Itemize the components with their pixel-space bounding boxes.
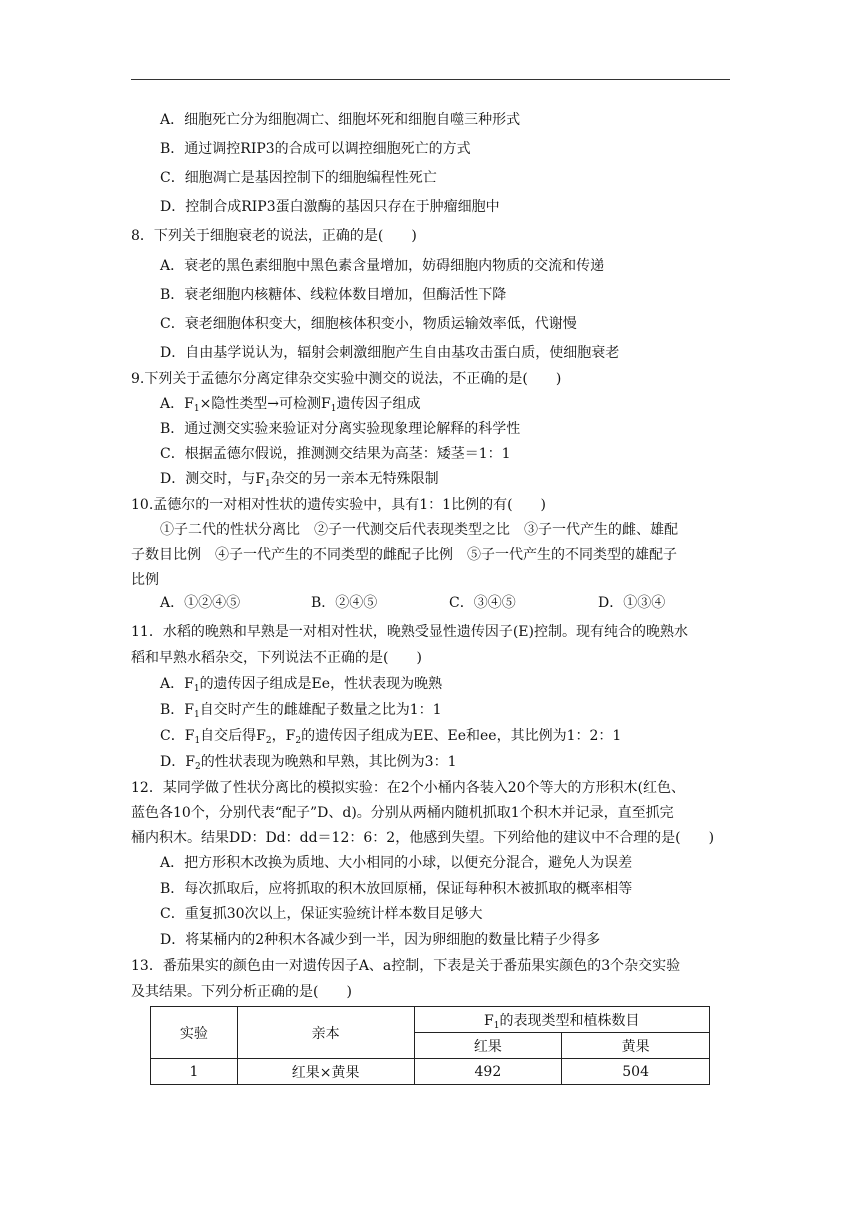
table-cell-red: 492 (414, 1059, 562, 1085)
table-header-parent: 亲本 (237, 1007, 414, 1059)
table-cell-experiment: 1 (151, 1059, 238, 1085)
q8-option-b: B．衰老细胞内核糖体、线粒体数目增加，但酶活性下降 (160, 287, 507, 303)
q7-option-d: D．控制合成RIP3蛋白激酶的基因只存在于肿瘤细胞中 (160, 199, 500, 215)
q10-option-c: C．③④⑤ (449, 595, 516, 611)
q7-option-c: C．细胞凋亡是基因控制下的细胞编程性死亡 (160, 170, 437, 186)
q8-option-a: A．衰老的黑色素细胞中黑色素含量增加，妨碍细胞内物质的交流和传递 (160, 258, 605, 274)
q10-stem: 10.孟德尔的一对相对性状的遗传实验中，具有1：1比例的有( ) (131, 497, 547, 513)
header-rule (131, 79, 730, 80)
q10-body-line1: ①子二代的性状分离比 ②子一代测交后代表现类型之比 ③子一代产生的雌、雄配 (160, 522, 678, 538)
table-row (151, 1059, 710, 1085)
q11-option-b: B．$F_1$自交时产生的雌雄配子数量之比为1：1 (160, 702, 442, 720)
q10-body-line3: 比例 (131, 572, 159, 588)
table-header-experiment: 实验 (151, 1007, 238, 1059)
table-header-red: 红果 (414, 1033, 562, 1059)
q12-option-a: A．把方形积木改换为质地、大小相同的小球，以便充分混合，避免人为误差 (160, 855, 633, 871)
q9-option-d: D．测交时，与$F_1$杂交的另一亲本无特殊限制 (160, 471, 439, 489)
q9-option-a: A．$F_1\times$隐性类型→可检测$F_1$遗传因子组成 (160, 396, 421, 414)
q12-option-c: C．重复抓30次以上，保证实验统计样本数目足够大 (160, 906, 483, 922)
q12-stem-line3: 桶内积木。结果DD：Dd：dd＝12：6：2，他感到失望。下列给他的建议中不合理的是( ) (131, 830, 715, 846)
q12-stem-line2: 蓝色各10个，分别代表“配子”D、d)。分别从两桶内随机抓取1个积木并记录，直至抓完 (131, 805, 674, 821)
q10-option-b: B．②④⑤ (311, 595, 378, 611)
q9-option-c: C．根据孟德尔假说，推测测交结果为高茎：矮茎＝1：1 (160, 446, 511, 462)
q11-option-c: C．$F_1$自交后得$F_2$，$F_2$的遗传因子组成为EE、Ee和ee，其比例为1：2：1 (160, 728, 622, 746)
table-cell-parent: 红果×黄果 (237, 1059, 414, 1085)
table-header-f1: $F_1$的表现类型和植株数目 (414, 1007, 710, 1033)
q10-option-d: D．①③④ (598, 595, 666, 611)
table-header-yellow: 黄果 (562, 1033, 710, 1059)
q10-body-line2: 子数目比例 ④子一代产生的不同类型的雌配子比例 ⑤子一代产生的不同类型的雄配子 (131, 547, 677, 563)
q11-option-d: D．$F_2$的性状表现为晚熟和早熟，其比例为3：1 (160, 754, 457, 772)
q7-option-a: A．细胞死亡分为细胞凋亡、细胞坏死和细胞自噬三种形式 (160, 112, 521, 128)
q12-option-d: D．将某桶内的2种积木各减少到一半，因为卵细胞的数量比精子少得多 (160, 932, 601, 948)
q9-option-b: B．通过测交实验来验证对分离实验现象理论解释的科学性 (160, 421, 521, 437)
q12-stem-line1: 12．某同学做了性状分离比的模拟实验：在2个小桶内各装入20个等大的方形积木(红色、 (131, 780, 685, 796)
q13-table (150, 1006, 710, 1085)
q10-options (160, 593, 700, 613)
q8-option-d: D．自由基学说认为，辐射会刺激细胞产生自由基攻击蛋白质，使细胞衰老 (160, 345, 620, 361)
q13-stem-line2: 及其结果。下列分析正确的是( ) (131, 984, 352, 1000)
q8-option-c: C．衰老细胞体积变大，细胞核体积变小，物质运输效率低，代谢慢 (160, 316, 577, 332)
q11-stem-line1: 11．水稻的晚熟和早熟是一对相对性状，晚熟受显性遗传因子(E)控制。现有纯合的晚熟水 (131, 624, 688, 640)
q10-option-a: A．①②④⑤ (160, 595, 241, 611)
table-cell-yellow: 504 (562, 1059, 710, 1085)
q12-option-b: B．每次抓取后，应将抓取的积木放回原桶，保证每种积木被抓取的概率相等 (160, 881, 633, 897)
q13-stem-line1: 13．番茄果实的颜色由一对遗传因子A、a控制，下表是关于番茄果实颜色的3个杂交实验 (131, 958, 681, 974)
q7-option-b: B．通过调控RIP3的合成可以调控细胞死亡的方式 (160, 141, 471, 157)
q9-stem: 9.下列关于孟德尔分离定律杂交实验中测交的说法，不正确的是( ) (131, 371, 562, 387)
q8-stem: 8．下列关于细胞衰老的说法，正确的是( ) (131, 228, 417, 244)
q11-stem-line2: 稻和早熟水稻杂交，下列说法不正确的是( ) (131, 650, 422, 666)
q11-option-a: A．$F_1$的遗传因子组成是Ee，性状表现为晚熟 (160, 676, 443, 694)
